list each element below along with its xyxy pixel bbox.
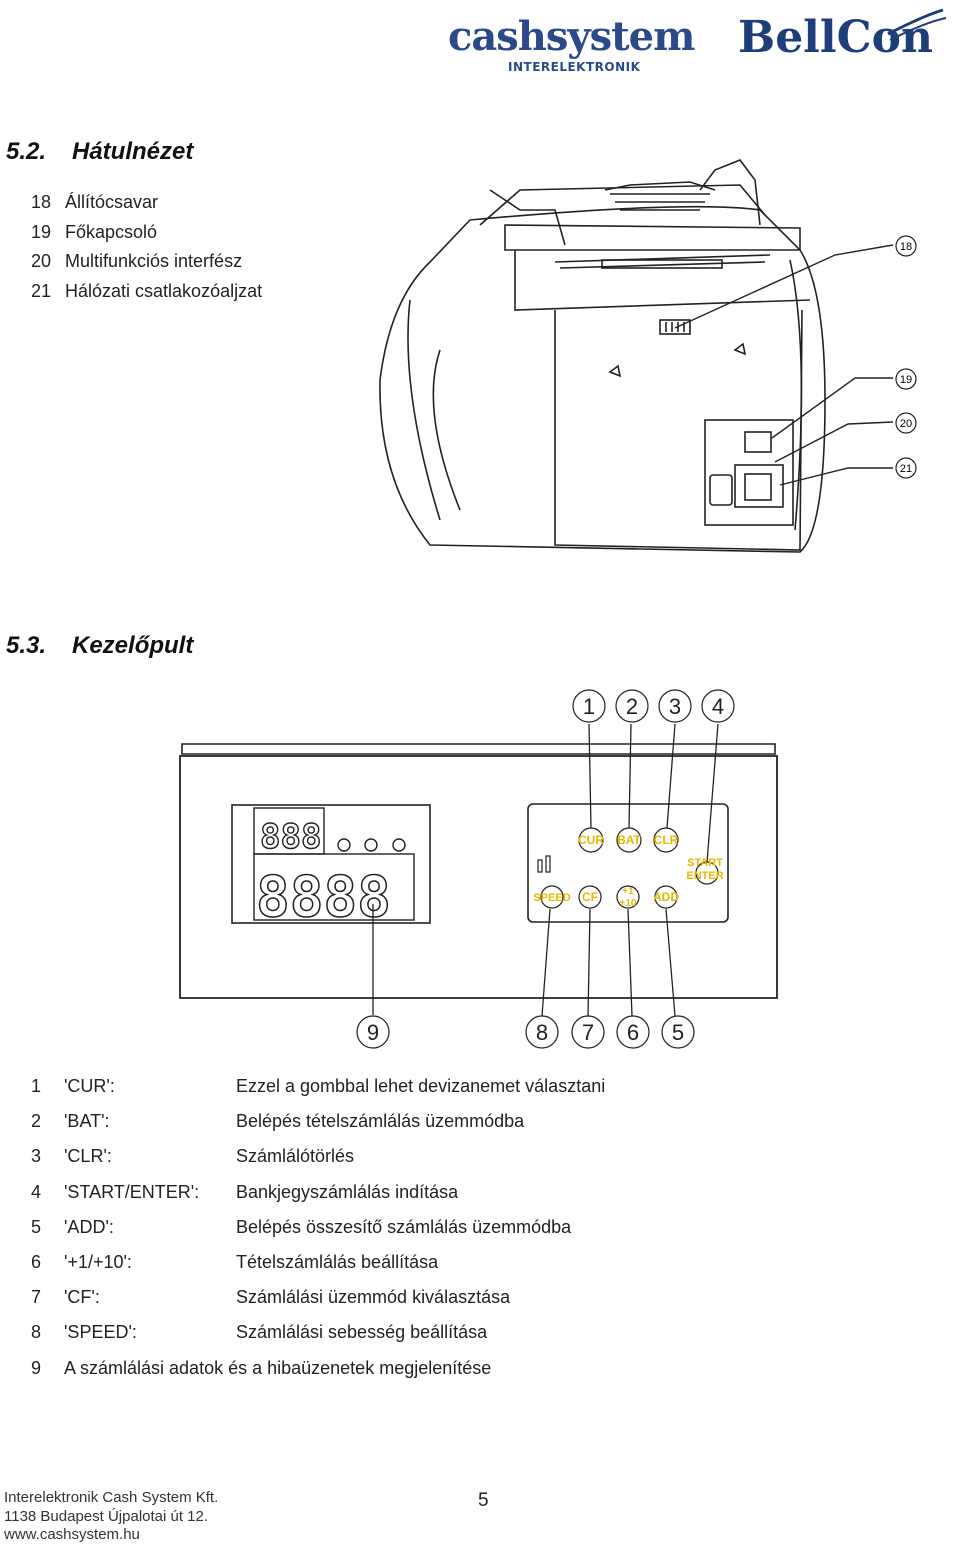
legend-row: 4 'START/ENTER': Bankjegyszámlálás indítása bbox=[31, 1181, 459, 1202]
legend-row: 5 'ADD': Belépés összesítő számlálás üzemmódba bbox=[31, 1216, 572, 1237]
rear-view-number: 5.2. bbox=[6, 138, 47, 165]
rear-view-title: Hátulnézet bbox=[72, 138, 194, 165]
large-display-icon bbox=[256, 865, 391, 930]
clr-button-label: CLR bbox=[653, 833, 679, 847]
callout-label: 19 bbox=[899, 374, 913, 386]
control-panel-drawing bbox=[170, 680, 790, 1060]
legend-row: 9 A számlálási adatok és a hibaüzenetek megjelenítése bbox=[31, 1357, 492, 1378]
plus10-button-label: +10 bbox=[619, 898, 637, 909]
callout-label: 8 bbox=[535, 1020, 549, 1045]
legend-row: 8 'SPEED': Számlálási sebesség beállítása bbox=[31, 1322, 488, 1343]
legend-row: 1 'CUR': Ezzel a gombbal lehet devizanemet választani bbox=[31, 1076, 606, 1096]
rear-callouts bbox=[896, 236, 916, 478]
legend-row: 2 'BAT': Belépés tételszámlálás üzemmódba bbox=[31, 1111, 525, 1132]
control-panel-legend bbox=[31, 1069, 931, 1386]
callout-label: 2 bbox=[625, 694, 639, 719]
legend-item: 20 Multifunkciós interfész bbox=[31, 251, 243, 271]
svg-text:888: 888 bbox=[260, 817, 322, 857]
legend-row: 7 'CF': Számlálási üzemmód kiválasztása bbox=[31, 1287, 511, 1308]
page-number: 5 bbox=[478, 1490, 489, 1511]
callout-label: 9 bbox=[366, 1020, 380, 1045]
control-panel-number: 5.3. bbox=[6, 632, 47, 659]
callout-label: 4 bbox=[711, 694, 725, 719]
rear-view-heading bbox=[6, 138, 193, 166]
callout-label: 5 bbox=[671, 1020, 685, 1045]
rear-view-legend bbox=[31, 188, 262, 306]
speed-button-label: SPEED bbox=[533, 892, 571, 904]
bellcon-logo-text: BellCon bbox=[738, 12, 933, 63]
footer-address: 1138 Budapest Újpalotai út 12. bbox=[4, 1507, 209, 1525]
legend-row: 6 '+1/+10': Tételszámlálás beállítása bbox=[31, 1251, 439, 1272]
callout-label: 1 bbox=[582, 694, 596, 719]
cashsystem-logo-text: cashsystem bbox=[448, 13, 695, 60]
rear-view-drawing bbox=[370, 150, 930, 570]
footer bbox=[4, 1489, 218, 1545]
callout-label: 18 bbox=[899, 241, 913, 253]
legend-row: 3 'CLR': Számlálótörlés bbox=[31, 1146, 355, 1167]
legend-item: 19 Főkapcsoló bbox=[31, 221, 158, 242]
callout-label: 3 bbox=[668, 694, 682, 719]
legend-item: 18 Állítócsavar bbox=[31, 192, 159, 212]
small-display-icon bbox=[260, 817, 321, 857]
control-panel-heading bbox=[6, 632, 193, 660]
cashsystem-logo-subtitle: INTERELEKTRONIK bbox=[508, 60, 641, 74]
svg-text:8888: 8888 bbox=[256, 865, 391, 930]
callout-label: 21 bbox=[899, 463, 913, 475]
callout-label: 20 bbox=[899, 418, 913, 430]
callout-label: 7 bbox=[581, 1020, 595, 1045]
cashsystem-logo bbox=[448, 14, 713, 76]
footer-web: www.cashsystem.hu bbox=[4, 1526, 140, 1543]
footer-company: Interelektronik Cash System Kft. bbox=[4, 1489, 219, 1506]
cur-button-label: CUR bbox=[578, 833, 604, 847]
control-panel-title: Kezelőpult bbox=[72, 632, 194, 659]
plus1-button-label: +1 bbox=[622, 886, 634, 897]
legend-item: 21 Hálózati csatlakozóaljzat bbox=[31, 280, 263, 301]
start-button-label: START bbox=[687, 857, 723, 869]
enter-button-label: ENTER bbox=[686, 870, 724, 882]
bat-button-label: BAT bbox=[617, 833, 641, 847]
cf-button-label: CF bbox=[582, 890, 598, 904]
callout-label: 6 bbox=[626, 1020, 640, 1045]
bellcon-logo bbox=[738, 4, 948, 74]
add-button-label: ADD bbox=[653, 890, 679, 904]
